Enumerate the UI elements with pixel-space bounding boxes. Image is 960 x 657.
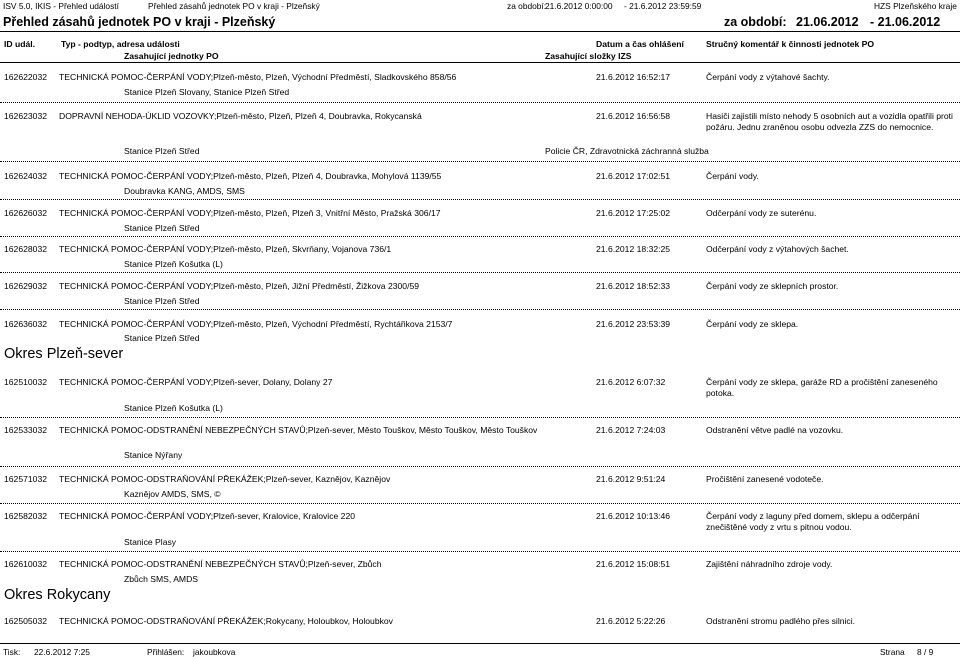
report-datetime: 21.6.2012 16:52:17 <box>596 72 671 82</box>
page-footer <box>0 643 960 657</box>
activity-comment: Zajištění náhradního zdroje vody. <box>706 559 833 569</box>
report-title-bar <box>0 12 960 32</box>
row-divider <box>0 466 960 467</box>
report-datetime: 21.6.2012 17:02:51 <box>596 171 671 181</box>
report-datetime: 21.6.2012 5:22:26 <box>596 616 666 626</box>
row-divider <box>0 309 960 310</box>
app-name: ISV 5.0, IKIS - Přehled událostí <box>3 1 119 11</box>
login-label: Přihlášen: <box>147 647 185 657</box>
activity-comment: Odčerpání vody z výtahových šachet. <box>706 244 849 254</box>
event-id: 162533032 <box>4 425 48 435</box>
event-type-address: TECHNICKÁ POMOC-ODSTRAŇOVÁNÍ PŘEKÁŽEK;Plzeň-sever, Kaznějov, Kaznějov <box>59 474 391 484</box>
row-divider <box>0 551 960 552</box>
col-comment: Stručný komentář k činnosti jednotek PO <box>706 39 875 49</box>
period-label-small: za období: <box>507 1 547 11</box>
report-datetime: 21.6.2012 17:25:02 <box>596 208 671 218</box>
period-from-small: 21.6.2012 0:00:00 <box>545 1 613 11</box>
report-datetime: 21.6.2012 16:56:58 <box>596 111 671 121</box>
col-units-po: Zasahující jednotky PO <box>124 51 219 61</box>
responding-units: Stanice Plzeň Košutka (L) <box>124 403 223 413</box>
organization-name: HZS Plzeňského kraje <box>874 1 957 11</box>
responding-units: Stanice Nýřany <box>124 450 183 460</box>
row-divider <box>0 272 960 273</box>
district-heading: Okres Rokycany <box>4 587 111 603</box>
event-type-address: TECHNICKÁ POMOC-ČERPÁNÍ VODY;Plzeň-město, Plzeň, Skvrňany, Vojanova 736/1 <box>59 244 392 254</box>
event-type-address: DOPRAVNÍ NEHODA-ÚKLID VOZOVKY;Plzeň-město, Plzeň, Plzeň 4, Doubravka, Rokycanská <box>59 111 422 121</box>
row-divider <box>0 199 960 200</box>
row-divider <box>0 102 960 103</box>
izs-units: Policie ČR, Zdravotnická záchranná služba <box>545 146 709 156</box>
activity-comment: Pročištění zanesené vodoteče. <box>706 474 824 484</box>
responding-units: Kaznějov AMDS, SMS, © <box>124 489 221 499</box>
activity-comment: Čerpání vody ze sklepa, garáže RD a pročištění zaneseného potoka. <box>706 377 938 398</box>
page-title: Přehled zásahů jednotek PO v kraji - Plzeňský <box>3 15 276 29</box>
responding-units: Stanice Plzeň Košutka (L) <box>124 259 223 269</box>
responding-units: Stanice Plasy <box>124 537 177 547</box>
responding-units: Stanice Plzeň Střed <box>124 146 200 156</box>
event-type-address: TECHNICKÁ POMOC-ČERPÁNÍ VODY;Plzeň-město, Plzeň, Plzeň 4, Doubravka, Mohylová 1139/55 <box>59 171 442 181</box>
event-id: 162610032 <box>4 559 48 569</box>
login-user: jakoubkova <box>193 647 236 657</box>
report-short-title: Přehled zásahů jednotek PO v kraji - Plzeňský <box>148 1 320 11</box>
event-id: 162628032 <box>4 244 48 254</box>
report-datetime: 21.6.2012 6:07:32 <box>596 377 666 387</box>
event-type-address: TECHNICKÁ POMOC-ODSTRANĚNÍ NEBEZPEČNÝCH STAVŮ;Plzeň-sever, Zbůch <box>59 559 382 569</box>
responding-units: Doubravka KANG, AMDS, SMS <box>124 186 245 196</box>
event-id: 162505032 <box>4 616 48 626</box>
event-type-address: TECHNICKÁ POMOC-ODSTRANĚNÍ NEBEZPEČNÝCH STAVŮ;Plzeň-sever, Město Touškov, Město Touškov, Město Touškov <box>59 425 538 435</box>
responding-units: Stanice Plzeň Střed <box>124 296 200 306</box>
event-type-address: TECHNICKÁ POMOC-ODSTRAŇOVÁNÍ PŘEKÁŽEK;Rokycany, Holoubkov, Holoubkov <box>59 616 393 626</box>
activity-comment: Odčerpání vody ze suterénu. <box>706 208 817 218</box>
period-to-small: - 21.6.2012 23:59:59 <box>624 1 702 11</box>
event-type-address: TECHNICKÁ POMOC-ČERPÁNÍ VODY;Plzeň-sever, Kralovice, Kralovice 220 <box>59 511 356 521</box>
print-label: Tisk: <box>3 647 21 657</box>
event-id: 162582032 <box>4 511 48 521</box>
report-datetime: 21.6.2012 18:52:33 <box>596 281 671 291</box>
row-divider <box>0 161 960 162</box>
period-date-to: - 21.06.2012 <box>870 15 941 29</box>
activity-comment: Čerpání vody z laguny před domem, sklepu a odčerpání znečištěné vody z vrtu s pitnou vodou. <box>706 511 920 532</box>
responding-units: Stanice Plzeň Střed <box>124 333 200 343</box>
activity-comment: Čerpání vody ze sklepních prostor. <box>706 281 839 291</box>
report-datetime: 21.6.2012 10:13:46 <box>596 511 671 521</box>
col-units-izs: Zasahující složky IZS <box>545 51 632 61</box>
col-id: ID udál. <box>4 39 36 49</box>
report-datetime: 21.6.2012 7:24:03 <box>596 425 666 435</box>
period-label: za období: <box>724 15 787 29</box>
col-datetime: Datum a čas ohlášení <box>596 39 684 49</box>
column-headers <box>0 33 960 63</box>
responding-units: Stanice Plzeň Střed <box>124 223 200 233</box>
activity-comment: Čerpání vody. <box>706 171 759 181</box>
activity-comment: Čerpání vody ze sklepa. <box>706 319 799 329</box>
event-id: 162636032 <box>4 319 48 329</box>
event-id: 162623032 <box>4 111 48 121</box>
event-id: 162571032 <box>4 474 48 484</box>
page-label: Strana <box>880 647 905 657</box>
event-id: 162624032 <box>4 171 48 181</box>
page-number: 8 / 9 <box>917 647 934 657</box>
activity-comment: Odstranění stromu padlého přes silnici. <box>706 616 856 626</box>
report-datetime: 21.6.2012 23:53:39 <box>596 319 671 329</box>
report-datetime: 21.6.2012 18:32:25 <box>596 244 671 254</box>
responding-units: Stanice Plzeň Slovany, Stanice Plzeň Střed <box>124 87 290 97</box>
row-divider <box>0 503 960 504</box>
activity-comment: Hasiči zajistili místo nehody 5 osobních aut a vozidla opatřili proti požáru. Jednu zraněnou osobu odvezla ZZS do nemocnice. <box>706 111 953 132</box>
event-id: 162510032 <box>4 377 48 387</box>
event-type-address: TECHNICKÁ POMOC-ČERPÁNÍ VODY;Plzeň-město, Plzeň, Východní Předměstí, Sladkovského 858/56 <box>59 72 457 82</box>
responding-units: Zbůch SMS, AMDS <box>124 574 199 584</box>
event-type-address: TECHNICKÁ POMOC-ČERPÁNÍ VODY;Plzeň-město, Plzeň, Jižní Předměstí, Žižkova 2300/59 <box>59 281 420 291</box>
event-type-address: TECHNICKÁ POMOC-ČERPÁNÍ VODY;Plzeň-sever, Dolany, Dolany 27 <box>59 377 333 387</box>
district-heading: Okres Plzeň-sever <box>4 346 124 362</box>
activity-comment: Čerpání vody z výtahové šachty. <box>706 72 830 82</box>
event-id: 162626032 <box>4 208 48 218</box>
top-bar <box>0 0 960 12</box>
col-type: Typ - podtyp, adresa události <box>61 39 180 49</box>
row-divider <box>0 236 960 237</box>
event-type-address: TECHNICKÁ POMOC-ČERPÁNÍ VODY;Plzeň-město, Plzeň, Plzeň 3, Vnitřní Město, Pražská 306/17 <box>59 208 441 218</box>
event-id: 162629032 <box>4 281 48 291</box>
print-date: 22.6.2012 7:25 <box>34 647 90 657</box>
activity-comment: Odstranění větve padlé na vozovku. <box>706 425 844 435</box>
event-type-address: TECHNICKÁ POMOC-ČERPÁNÍ VODY;Plzeň-město, Plzeň, Východní Předměstí, Rychtářikova 2153/7 <box>59 319 453 329</box>
report-datetime: 21.6.2012 9:51:24 <box>596 474 666 484</box>
report-datetime: 21.6.2012 15:08:51 <box>596 559 671 569</box>
row-divider <box>0 417 960 418</box>
period-date-from: 21.06.2012 <box>796 15 859 29</box>
event-id: 162622032 <box>4 72 48 82</box>
